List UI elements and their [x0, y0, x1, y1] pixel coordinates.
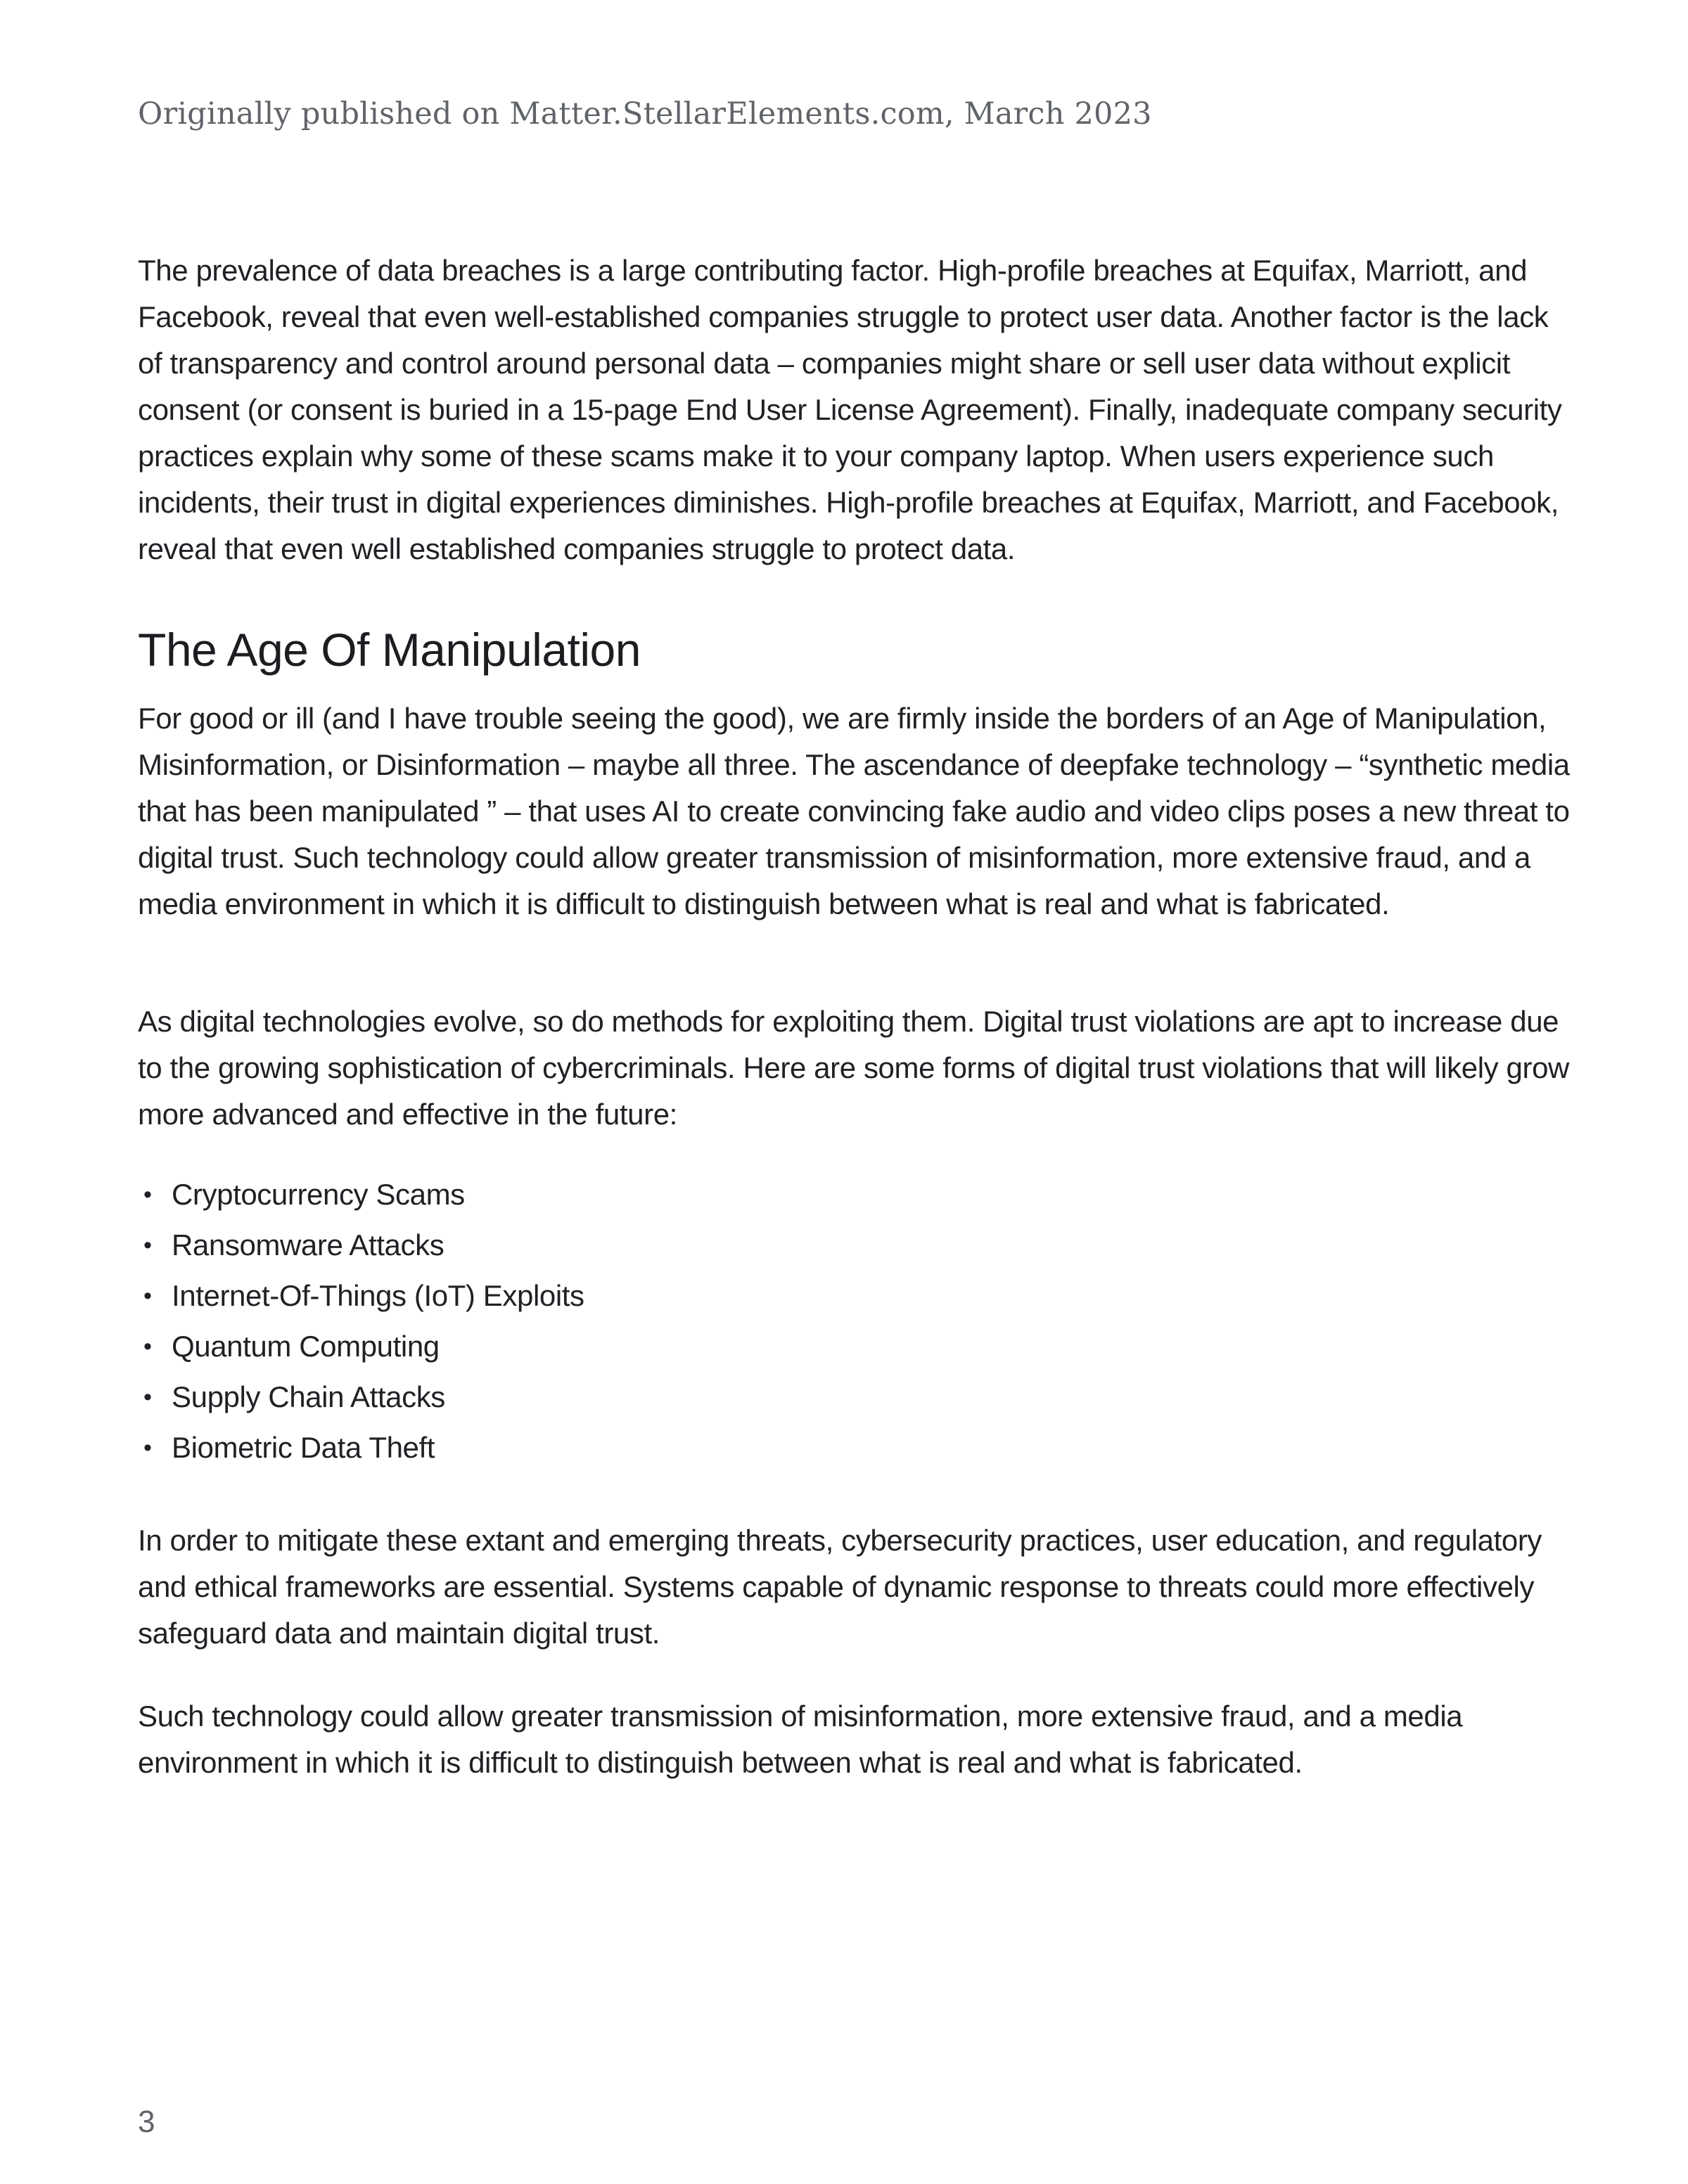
paragraph-mitigation: In order to mitigate these extant and emerging threats, cybersecurity practices, user education, and regulatory and ethical frameworks are essential. Systems capable of dynamic response to threats could more effectively safeguard data and maintain digital trust. — [138, 1524, 1542, 1650]
list-item-iot-exploits: • Internet-Of-Things (IoT) Exploits — [138, 1273, 1575, 1319]
page-content — [138, 0, 1575, 1786]
paragraph-technology-repeat: Such technology could allow greater transmission of misinformation, more extensive fraud, and a media environment in which it is difficult to distinguish between what is real and what is fabricated. — [138, 1700, 1463, 1779]
list-item-quantum-computing: • Quantum Computing — [138, 1323, 1575, 1370]
paragraph-data-breaches: The prevalence of data breaches is a large contributing factor. High-profile breaches at Equifax, Marriott, and Facebook, reveal that even well-established companies struggle to protect user data. Another factor is the lack of transparency and control around personal data – companies might share or sell user data without explicit consent (or consent is buried in a 15-page End User License Agreement). Finally, inadequate company security practices explain why some of these scams make it to your company laptop. When users experience such incidents, their trust in digital experiences diminishes. High-profile breaches at Equifax, Marriott, and Facebook, reveal that even well established companies struggle to protect data. — [138, 254, 1562, 565]
list-item-cryptocurrency-scams: • Cryptocurrency Scams — [138, 1171, 1575, 1218]
list-item-biometric-data-theft: • Biometric Data Theft — [138, 1425, 1575, 1471]
list-item-ransomware-attacks: • Ransomware Attacks — [138, 1222, 1575, 1268]
paragraph-technologies-evolve: As digital technologies evolve, so do methods for exploiting them. Digital trust violations are apt to increase due to the growing sophistication of cybercriminals. Here are some forms of digital trust violations that will likely grow more advanced and effective in the future: — [138, 1005, 1569, 1131]
page-number: 3 — [138, 2105, 155, 2139]
threat-list — [138, 1171, 1575, 1471]
list-item-supply-chain-attacks: • Supply Chain Attacks — [138, 1374, 1575, 1420]
paragraph-age-of-manipulation: For good or ill (and I have trouble seeing the good), we are firmly inside the borders of an Age of Manipulation, Misinformation, or Disinformation – maybe all three. The ascendance of deepfake technology – “synthetic media that has been manipulated ” – that uses AI to create convincing fake audio and video clips poses a new threat to digital trust. Such technology could allow greater transmission of misinformation, more extensive fraud, and a media environment in which it is difficult to distinguish between what is real and what is fabricated. — [138, 702, 1570, 920]
publication-note: Originally published on Matter.StellarElements.com, March 2023 — [138, 96, 1152, 131]
section-heading-age-of-manipulation: The Age Of Manipulation — [138, 624, 641, 676]
